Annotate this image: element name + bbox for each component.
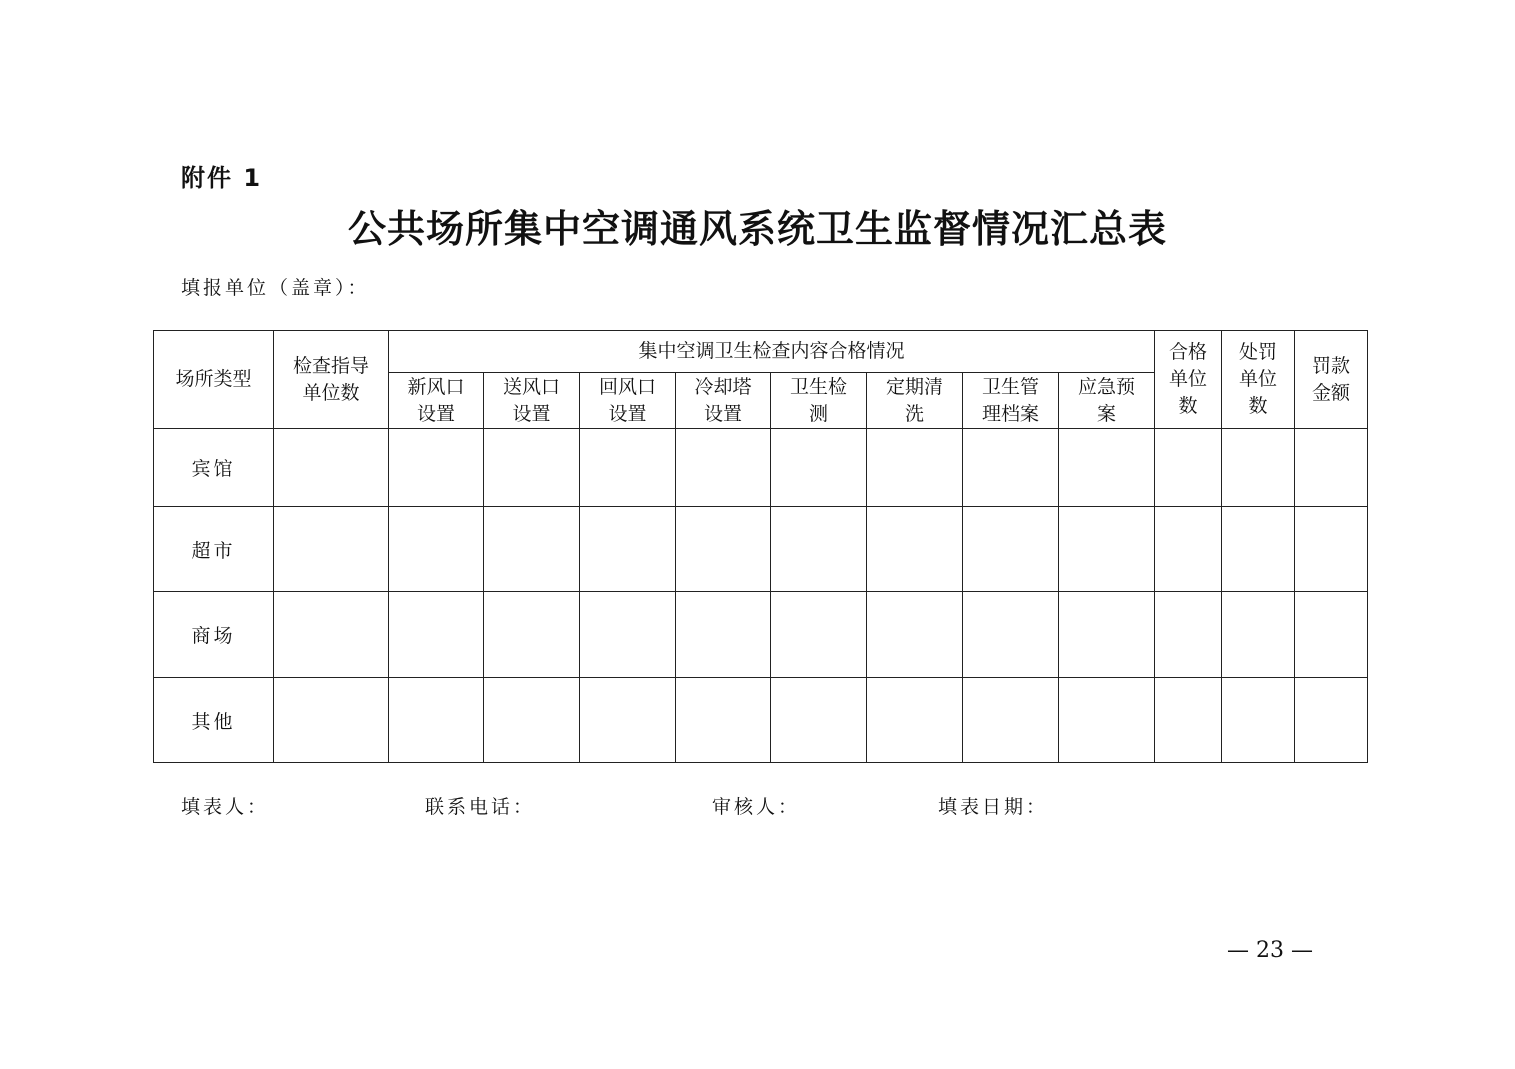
table-cell: [1222, 678, 1295, 763]
table-cell: [1059, 429, 1155, 507]
table-cell: [963, 507, 1059, 592]
table-cell: [484, 592, 580, 678]
table-cell: [963, 678, 1059, 763]
table-cell: [1155, 507, 1222, 592]
place-type-cell: 宾馆: [154, 429, 274, 507]
table-cell: [1222, 507, 1295, 592]
table-cell: [867, 429, 963, 507]
footer-reviewer-label: 审核人：: [712, 796, 801, 818]
header-supply-air-outlet: 送风口 设置: [484, 373, 580, 429]
footer-date-label: 填表日期：: [938, 796, 1049, 818]
header-penalized-units: 处罚 单位 数: [1222, 331, 1295, 429]
table-cell: [771, 429, 867, 507]
summary-table: [153, 330, 1368, 763]
table-cell: [1295, 678, 1368, 763]
table-cell: [771, 507, 867, 592]
table-row: [154, 592, 1368, 678]
table-cell: [274, 678, 389, 763]
header-qualified-units: 合格 单位 数: [1155, 331, 1222, 429]
table-cell: [484, 678, 580, 763]
header-return-air-inlet: 回风口 设置: [580, 373, 676, 429]
table-cell: [580, 678, 676, 763]
footer-filler-label: 填表人：: [181, 796, 270, 818]
table-cell: [867, 678, 963, 763]
table-cell: [867, 592, 963, 678]
place-type-cell: 其他: [154, 678, 274, 763]
table-cell: [963, 429, 1059, 507]
table-cell: [1059, 507, 1155, 592]
table-cell: [771, 678, 867, 763]
document-title: 公共场所集中空调通风系统卫生监督情况汇总表: [347, 206, 1167, 251]
table-cell: [1222, 429, 1295, 507]
table-cell: [676, 592, 771, 678]
table-cell: [1155, 592, 1222, 678]
table-cell: [1155, 678, 1222, 763]
table-row: [154, 678, 1368, 763]
table-cell: [274, 429, 389, 507]
table-cell: [389, 678, 484, 763]
table-cell: [1059, 592, 1155, 678]
table-row: [154, 429, 1368, 507]
place-type-cell: 商场: [154, 592, 274, 678]
attachment-label: 附件 1: [181, 164, 263, 192]
table-cell: [867, 507, 963, 592]
table-cell: [389, 507, 484, 592]
table-cell: [1222, 592, 1295, 678]
header-regular-cleaning: 定期清 洗: [867, 373, 963, 429]
table-cell: [1295, 592, 1368, 678]
table-cell: [274, 507, 389, 592]
table-row: [154, 507, 1368, 592]
header-fine-amount: 罚款 金额: [1295, 331, 1368, 429]
page-number: — 23 —: [1227, 938, 1313, 963]
header-hygiene-records: 卫生管 理档案: [963, 373, 1059, 429]
header-place-type: 场所类型: [154, 331, 274, 429]
header-inspection-guide: 检查指导 单位数: [274, 331, 389, 429]
table-cell: [389, 592, 484, 678]
footer-phone-label: 联系电话：: [425, 796, 536, 818]
place-type-cell: 超市: [154, 507, 274, 592]
table-cell: [484, 507, 580, 592]
header-hygiene-testing: 卫生检 测: [771, 373, 867, 429]
header-inspection-content-group: 集中空调卫生检查内容合格情况: [389, 331, 1155, 373]
table-cell: [676, 429, 771, 507]
table-cell: [274, 592, 389, 678]
table-cell: [580, 507, 676, 592]
table-cell: [1295, 507, 1368, 592]
table-cell: [676, 507, 771, 592]
header-emergency-plan: 应急预 案: [1059, 373, 1155, 429]
table-cell: [1059, 678, 1155, 763]
table-cell: [580, 592, 676, 678]
table-cell: [389, 429, 484, 507]
table-cell: [963, 592, 1059, 678]
header-row-1: [154, 331, 1368, 373]
table-cell: [484, 429, 580, 507]
table-cell: [580, 429, 676, 507]
fill-unit-label: 填报单位（盖章）：: [181, 277, 370, 299]
table-cell: [676, 678, 771, 763]
header-cooling-tower: 冷却塔 设置: [676, 373, 771, 429]
table-cell: [771, 592, 867, 678]
table-cell: [1295, 429, 1368, 507]
header-fresh-air-inlet: 新风口 设置: [389, 373, 484, 429]
table-cell: [1155, 429, 1222, 507]
